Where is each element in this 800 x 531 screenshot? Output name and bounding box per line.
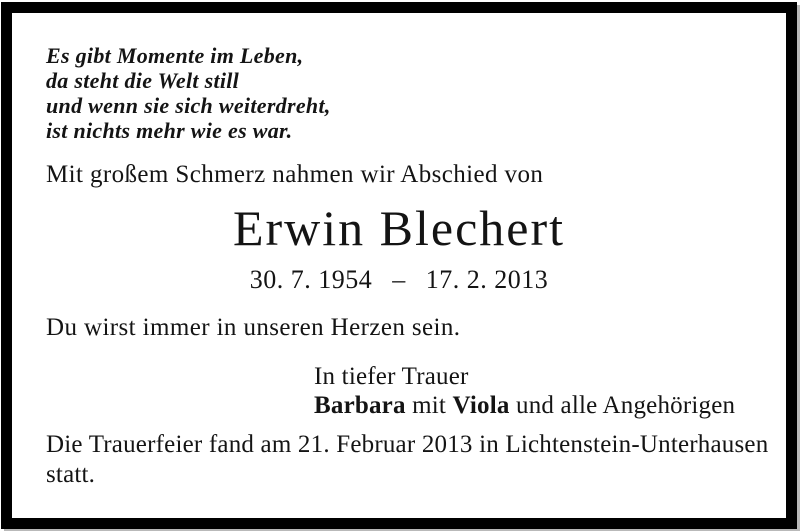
funeral-note — [46, 430, 768, 490]
birth-date: 30. 7. 1954 — [249, 265, 373, 294]
funeral-note-line-2: statt. — [46, 461, 96, 488]
date-separator: – — [392, 265, 406, 294]
poem-line-4: ist nichts mehr wie es war. — [46, 118, 293, 143]
intro-line: Mit großem Schmerz nahmen wir Abschied von — [46, 161, 544, 188]
poem-line-3: und wenn sie sich weiterdreht, — [46, 93, 331, 118]
mourning-intro: In tiefer Trauer — [314, 363, 469, 390]
mourners-line — [314, 391, 735, 420]
death-date: 17. 2. 2013 — [425, 265, 549, 294]
life-dates — [12, 265, 786, 295]
poem-line-1: Es gibt Momente im Leben, — [46, 43, 304, 68]
mourners-connector: mit — [412, 392, 447, 419]
farewell-line: Du wirst immer in unseren Herzen sein. — [46, 314, 461, 341]
mourners-rest: und alle Angehörigen — [516, 392, 736, 419]
obituary-content — [12, 13, 786, 518]
mourners-block — [314, 362, 735, 420]
deceased-name: Erwin Blechert — [232, 200, 566, 256]
poem-block — [46, 43, 331, 143]
poem-line-2: da steht die Welt still — [46, 68, 240, 93]
mourner-name-barbara: Barbara — [314, 392, 406, 419]
mourner-name-viola: Viola — [452, 392, 510, 419]
funeral-note-line-1: Die Trauerfeier fand am 21. Februar 2013 in Lichtenstein-Unterhausen — [46, 431, 769, 458]
obituary-notice — [1, 2, 797, 529]
